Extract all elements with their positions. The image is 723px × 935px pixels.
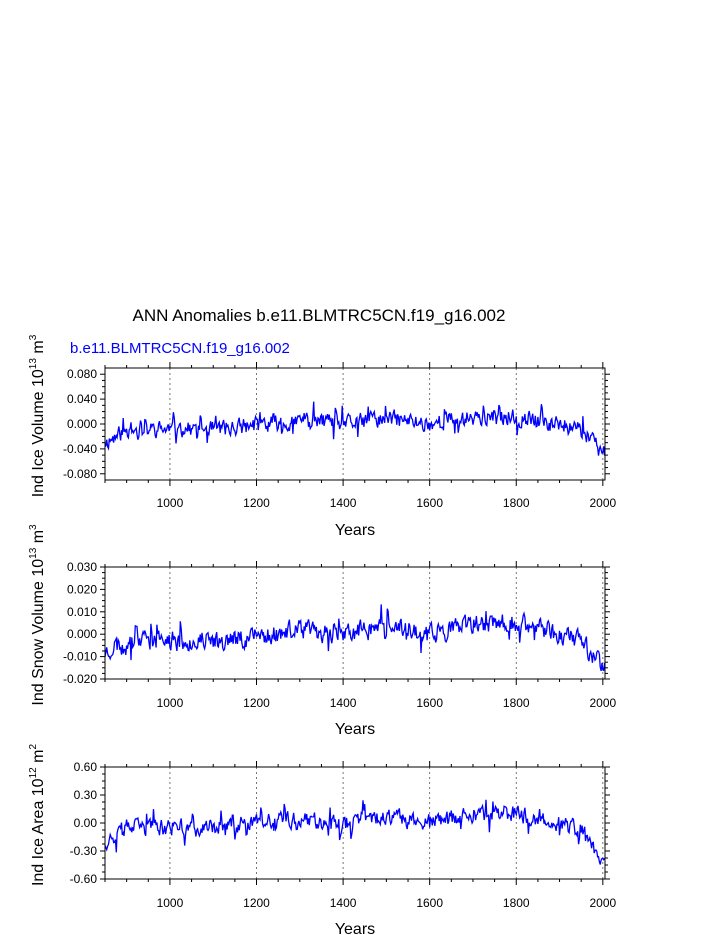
x-tick-label: 2000: [589, 896, 617, 910]
y-label-unit-exponent: 3: [28, 334, 39, 341]
y-label-exponent: 13: [28, 358, 39, 370]
figure-subtitle: b.e11.BLMTRC5CN.f19_g16.002: [70, 340, 290, 357]
x-tick-label: 1200: [243, 896, 270, 910]
y-tick-label: 0.000: [66, 417, 97, 431]
y-label-main: Ind Snow Volume 10: [30, 558, 47, 706]
x-tick-label: 1200: [243, 496, 270, 510]
x-tick-label: 1800: [502, 896, 530, 910]
panel-3: [28, 744, 617, 935]
x-axis-label: Years: [334, 522, 376, 539]
x-tick-label: 1800: [502, 496, 530, 510]
y-tick-label: 0.30: [73, 788, 97, 802]
y-axis-label: [28, 334, 47, 497]
y-tick-label: -0.60: [69, 872, 97, 886]
y-label-exponent: 12: [28, 767, 39, 779]
y-label-unit: m: [30, 340, 47, 359]
y-tick-label: -0.080: [62, 466, 97, 481]
x-tick-label: 1600: [416, 496, 444, 510]
y-tick-label: 0.00: [73, 816, 97, 830]
x-tick-label: 1800: [502, 696, 530, 710]
y-tick-label: -0.30: [69, 844, 97, 858]
x-tick-label: 1000: [156, 496, 184, 510]
y-axis-label: [28, 744, 47, 887]
x-tick-label: 1600: [416, 896, 444, 910]
x-tick-label: 1400: [329, 896, 357, 910]
y-tick-label: 0.010: [66, 604, 97, 619]
series-line: [105, 402, 605, 456]
x-tick-label: 2000: [589, 696, 617, 710]
y-label-unit-exponent: 2: [28, 743, 39, 750]
y-tick-label: -0.010: [62, 649, 97, 664]
y-tick-label: -0.020: [62, 672, 97, 686]
y-tick-label: 0.020: [66, 582, 97, 597]
y-tick-label: 0.030: [66, 560, 97, 574]
y-label-unit-exponent: 3: [28, 524, 39, 530]
figure-title: ANN Anomalies b.e11.BLMTRC5CN.f19_g16.002: [132, 306, 506, 325]
panel-1: [28, 334, 617, 539]
series-line: [105, 604, 605, 671]
x-tick-label: 1400: [329, 696, 357, 710]
x-axis-label: Years: [334, 721, 376, 738]
x-tick-label: 1200: [243, 696, 270, 710]
y-tick-label: 0.080: [66, 367, 97, 382]
series-line: [105, 800, 605, 865]
y-axis-label: [28, 524, 47, 706]
panel-2: [28, 524, 617, 738]
x-tick-label: 2000: [589, 496, 617, 510]
y-tick-label: 0.60: [73, 760, 97, 774]
x-axis-label: Years: [334, 921, 376, 935]
x-tick-label: 1400: [329, 496, 357, 510]
y-label-exponent: 13: [28, 547, 39, 559]
y-tick-label: -0.040: [62, 441, 97, 456]
y-tick-label: 0.000: [66, 627, 97, 642]
y-label-main: Ind Ice Volume 10: [30, 369, 47, 498]
y-label-unit: m: [30, 529, 47, 548]
x-tick-label: 1000: [156, 696, 184, 710]
x-tick-label: 1000: [156, 896, 184, 910]
y-tick-label: 0.040: [66, 392, 97, 407]
y-label-main: Ind Ice Area 10: [30, 778, 47, 887]
y-label-unit: m: [30, 749, 47, 768]
x-tick-label: 1600: [416, 696, 444, 710]
